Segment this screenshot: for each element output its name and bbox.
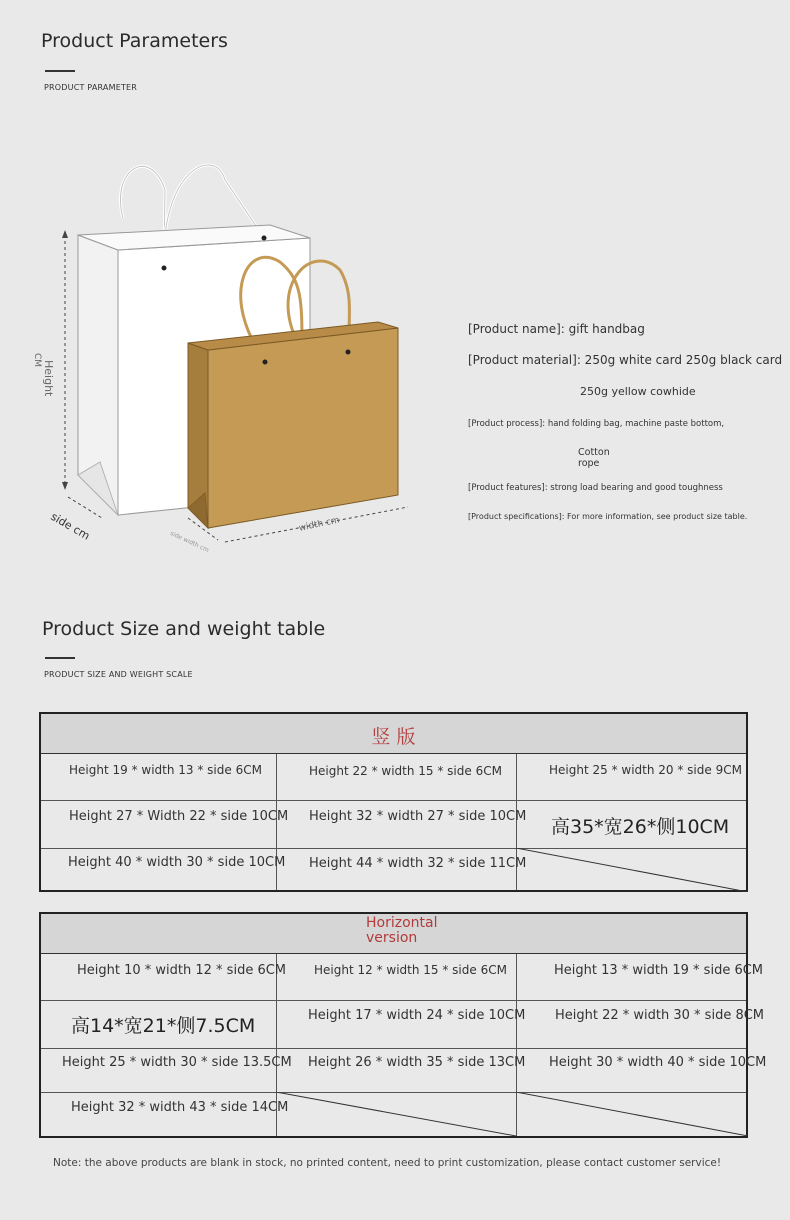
horizontal-table-header — [41, 914, 746, 954]
section-subtitle-size-table: PRODUCT SIZE AND WEIGHT SCALE — [44, 670, 193, 679]
table-cell: Height 25 * width 20 * side 9CM — [549, 763, 742, 777]
section-subtitle-parameters: PRODUCT PARAMETER — [44, 83, 138, 92]
table-cell: Height 27 * Width 22 * side 10CM — [69, 809, 289, 824]
section-title-parameters: Product Parameters — [41, 30, 228, 52]
table-cell: Height 19 * width 13 * side 6CM — [69, 763, 262, 777]
table-cell: Height 32 * width 43 * side 14CM — [71, 1100, 289, 1115]
table-cell: Height 17 * width 24 * side 10CM — [308, 1008, 526, 1023]
table-cell: 高14*宽21*侧7.5CM — [71, 1015, 256, 1037]
table-cell: Height 44 * width 32 * side 11CM — [309, 856, 527, 871]
table-cell: Height 22 * width 15 * side 6CM — [309, 764, 502, 778]
vertical-table-header-text: 竖 版 — [371, 726, 416, 748]
section-title-size-table: Product Size and weight table — [42, 618, 326, 640]
vertical-size-table — [39, 712, 748, 892]
footer-note: Note: the above products are blank in stock, no printed content, need to print customization, please contact customer service! — [53, 1157, 722, 1169]
table-cell: Height 32 * width 27 * side 10CM — [309, 809, 527, 824]
side-label: side cm — [48, 510, 93, 543]
param-specs: [Product specifications]: For more information, see product size table. — [468, 512, 748, 521]
horizontal-table-header-text: Horizontal version — [366, 915, 438, 946]
table-cell: Height 26 * width 35 * side 13CM — [308, 1055, 526, 1070]
param-process: [Product process]: hand folding bag, machine paste bottom, — [468, 419, 725, 429]
table-cell: Height 13 * width 19 * side 6CM — [554, 963, 764, 978]
param-material: [Product material]: 250g white card 250g black card — [468, 353, 783, 367]
horizontal-size-table — [39, 912, 767, 1138]
table-cell: Height 12 * width 15 * side 6CM — [314, 963, 507, 977]
table-cell: Height 40 * width 30 * side 10CM — [68, 855, 286, 870]
param-name: [Product name]: gift handbag — [468, 322, 645, 336]
height-label: Height — [42, 360, 55, 397]
empty-cell-diagonal — [516, 848, 748, 892]
empty-cell-diagonal — [276, 1092, 516, 1136]
empty-cell-diagonal — [516, 1092, 748, 1136]
section-rule — [45, 70, 75, 72]
table-cell: 高35*宽26*侧10CM — [551, 816, 730, 838]
table-cell: Height 30 * width 40 * side 10CM — [549, 1055, 767, 1070]
bag-illustration — [40, 150, 420, 560]
table-cell: Height 10 * width 12 * side 6CM — [77, 963, 287, 978]
param-features: [Product features]: strong load bearing and good toughness — [468, 483, 723, 493]
section-rule — [45, 657, 75, 659]
param-material-cont: 250g yellow cowhide — [580, 385, 696, 398]
height-unit-label: CM — [32, 353, 42, 368]
param-process-cont: Cotton rope — [578, 447, 610, 469]
table-cell: Height 25 * width 30 * side 13.5CM — [62, 1055, 292, 1070]
vertical-table-header — [41, 714, 746, 754]
table-cell: Height 22 * width 30 * side 8CM — [555, 1008, 765, 1023]
small-side-label: side width cm — [169, 530, 210, 555]
kraft-bag-front — [208, 328, 398, 528]
width-label: width cm — [298, 515, 341, 534]
